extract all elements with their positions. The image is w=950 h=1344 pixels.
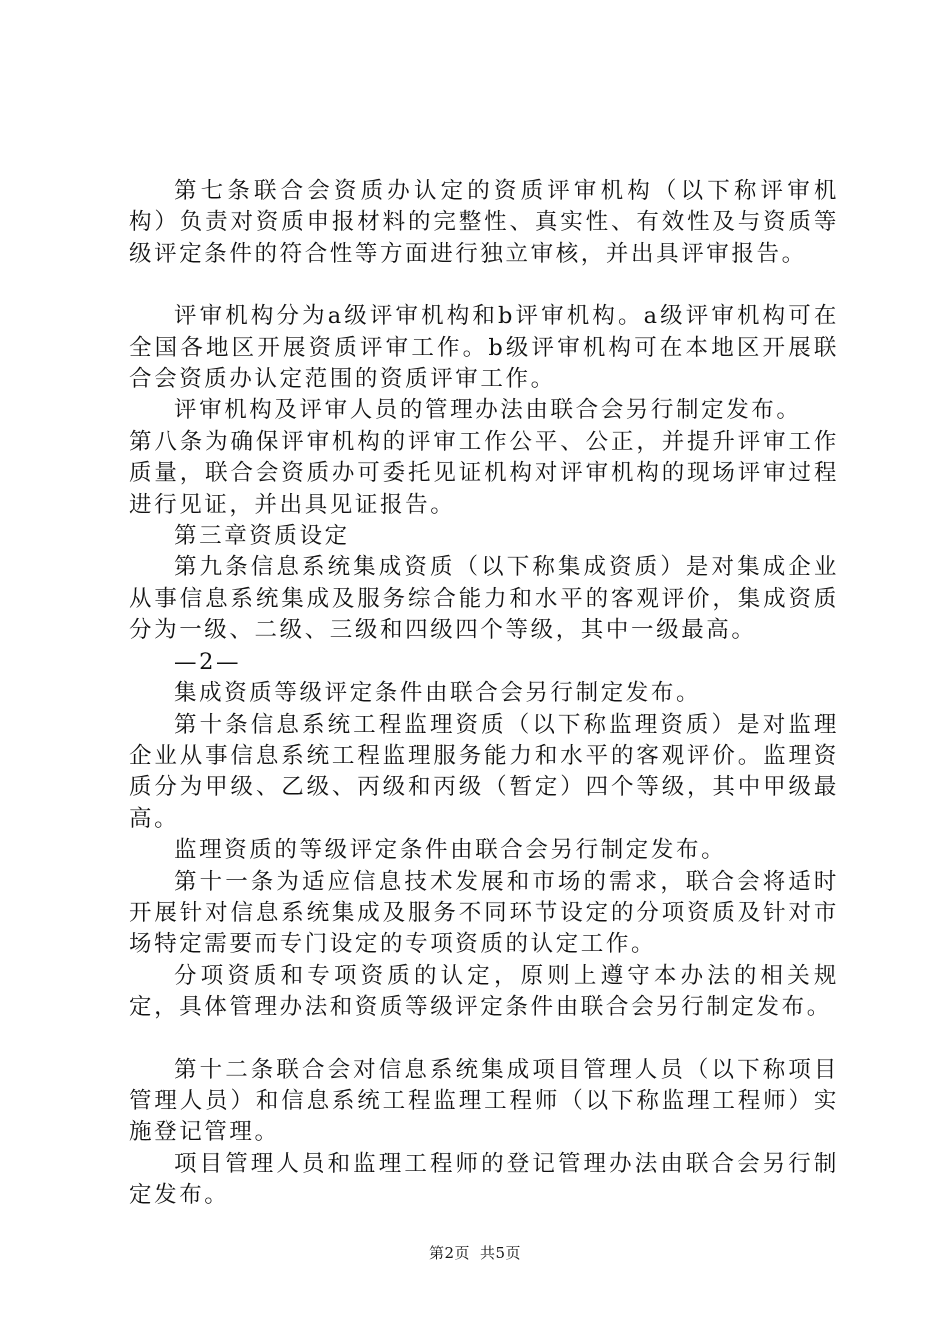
paragraph-article-12: 第十二条联合会对信息系统集成项目管理人员（以下称项目管理人员）和信息系统工程监理工程师（以下称监理工程师）实施登记管理。 <box>129 1056 839 1146</box>
paragraph-article-10: 第十条信息系统工程监理资质（以下称监理资质）是对监理企业从事信息系统工程监理服务能力和水平的客观评价。监理资质分为甲级、乙级、丙级和丙级（暂定）四个等级，其中甲级最高。 <box>129 711 839 832</box>
paragraph-article-9: 第九条信息系统集成资质（以下称集成资质）是对集成企业从事信息系统集成及服务综合能力和水平的客观评价，集成资质分为一级、二级、三级和四级四个等级，其中一级最高。 <box>129 554 839 644</box>
paragraph-integration-conditions: 集成资质等级评定条件由联合会另行制定发布。 <box>174 680 702 707</box>
inline-page-marker: —2— <box>174 648 242 675</box>
paragraph-review-levels: 评审机构分为a级评审机构和b评审机构。a级评审机构可在全国各地区开展资质评审工作。b级评审机构可在本地区开展联合会资质办认定范围的资质评审工作。 <box>129 303 839 393</box>
paragraph-special-qualifications: 分项资质和专项资质的认定，原则上遵守本办法的相关规定，具体管理办法和资质等级评定条件由联合会另行制定发布。 <box>129 962 839 1021</box>
document-body <box>129 176 839 1212</box>
page-total: 共5页 <box>480 1244 522 1262</box>
paragraph-review-rules: 评审机构及评审人员的管理办法由联合会另行制定发布。 <box>174 397 802 424</box>
paragraph-supervision-conditions: 监理资质的等级评定条件由联合会另行制定发布。 <box>174 837 727 864</box>
page-number: 第2页 <box>428 1244 470 1262</box>
paragraph-article-11: 第十一条为适应信息技术发展和市场的需求，联合会将适时开展针对信息系统集成及服务不同环节设定的分项资质及针对市场特定需要而专门设定的专项资质的认定工作。 <box>129 868 839 958</box>
paragraph-article-7: 第七条联合会资质办认定的资质评审机构（以下称评审机构）负责对资质申报材料的完整性、真实性、有效性及与资质等级评定条件的符合性等方面进行独立审核，并出具评审报告。 <box>129 178 839 267</box>
page-footer <box>0 1242 950 1263</box>
paragraph-article-8: 第八条为确保评审机构的评审工作公平、公正，并提升评审工作质量，联合会资质办可委托见证机构对评审机构的现场评审过程进行见证，并出具见证报告。 <box>129 428 839 518</box>
chapter-heading: 第三章资质设定 <box>174 523 350 550</box>
paragraph-registration-rules: 项目管理人员和监理工程师的登记管理办法由联合会另行制定发布。 <box>129 1150 839 1209</box>
